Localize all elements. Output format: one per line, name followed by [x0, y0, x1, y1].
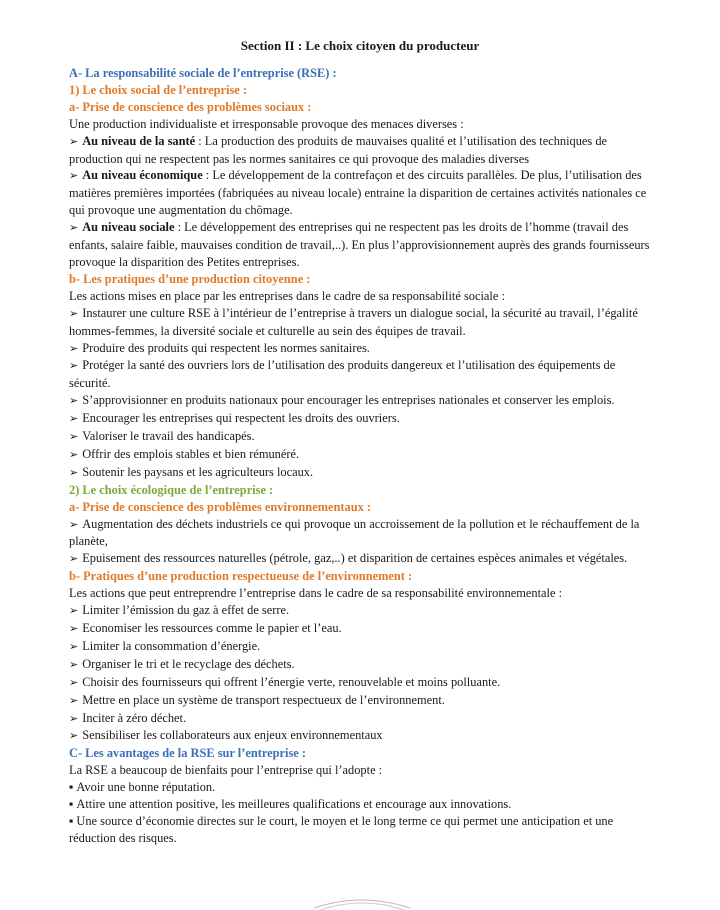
section-c-heading: C- Les avantages de la RSE sur l’entreprise :: [69, 746, 307, 761]
list-item: [69, 674, 651, 692]
subsection-2-heading: 2) Le choix écologique de l’entreprise :: [69, 482, 274, 497]
arrow-bullet-icon: ➢: [69, 518, 79, 531]
arrow-bullet-icon: ➢: [69, 448, 79, 461]
item-text: : Le développement des entreprises qui ne respectent pas les droits de l’homme (travail des enfants, salaire faible, mauvaises condition de travail,..). En plus l’approvisionnement auprès des grands fournisseurs provoque la disparition des Petites entreprises.: [69, 220, 650, 269]
item-text: Valoriser le travail des handicapés.: [82, 429, 255, 444]
item-text: Augmentation des déchets industriels ce qui provoque un accroissement de la pollution et le réchauffement de la planète,: [69, 516, 640, 549]
item-text: Organiser le tri et le recyclage des déchets.: [82, 656, 295, 671]
list-item: [69, 219, 651, 271]
subsection-2a-heading: a- Prise de conscience des problèmes environnementaux :: [69, 499, 372, 514]
list-item: [69, 446, 651, 464]
arrow-bullet-icon: ➢: [69, 730, 79, 743]
intro-paragraph: La RSE a beaucoup de bienfaits pour l’entreprise qui l’adopte :: [69, 763, 383, 778]
subsection-1-heading: 1) Le choix social de l’entreprise :: [69, 82, 248, 97]
intro-paragraph: Une production individualiste et irresponsable provoque des menaces diverses :: [69, 116, 464, 131]
arrow-bullet-icon: ➢: [69, 342, 79, 355]
list-item: [69, 340, 651, 358]
list-rse-advantages: [69, 779, 651, 847]
list-item: [69, 620, 651, 638]
intro-paragraph: Les actions que peut entreprendre l’entreprise dans le cadre de sa responsabilité environnementale :: [69, 586, 563, 601]
list-item: [69, 692, 651, 710]
item-text: Avoir une bonne réputation.: [76, 780, 216, 795]
page-title: Section II : Le choix citoyen du producteur: [240, 38, 480, 53]
list-item: [69, 656, 651, 674]
arrow-bullet-icon: ➢: [69, 307, 79, 320]
item-text: : Le développement de la contrefaçon et des circuits parallèles. De plus, l’utilisation des matières premières importées (fabriquées au niveau locale) entraine la disparition de certaines activités nationales ce qui provoque une augmentation du chômage.: [69, 168, 647, 218]
section-a-heading: A- La responsabilité sociale de l’entreprise (RSE) :: [69, 66, 337, 80]
item-text: Choisir des fournisseurs qui offrent l’énergie verte, renouvelable et moins polluante.: [82, 674, 501, 689]
list-citizen-practices: [69, 305, 651, 482]
item-text: : La production des produits de mauvaises qualité et l’utilisation des techniques de production qui ne respectent pas les normes sanitaires ce qui provoque des maladies diverses: [69, 133, 608, 166]
item-text: Limiter l’émission du gaz à effet de serre.: [82, 603, 290, 618]
list-item: [69, 305, 651, 340]
item-text: Instaurer une culture RSE à l’intérieur de l’entreprise à travers un dialogue social, la sécurité au travail, l’égalité hommes-femmes, la diversité sociale et culturelle au sein des équipes de travail.: [69, 305, 638, 338]
list-item: [69, 392, 651, 410]
arrow-bullet-icon: ➢: [69, 360, 79, 373]
item-text: Une source d’économie directes sur le court, le moyen et le long terme ce qui permet une anticipation et une réduction des risques.: [69, 813, 614, 845]
document-body: [69, 65, 651, 847]
list-item: [69, 638, 651, 656]
item-text: Offrir des emplois stables et bien rémunéré.: [82, 446, 300, 461]
arrow-bullet-icon: ➢: [69, 170, 79, 183]
subsection-1a-heading: a- Prise de conscience des problèmes sociaux :: [69, 99, 312, 114]
arrow-bullet-icon: ➢: [69, 676, 79, 689]
subsection-2b-heading: b- Pratiques d’une production respectueuse de l’environnement :: [69, 569, 413, 584]
arrow-bullet-icon: ➢: [69, 623, 79, 635]
list-environment-practices: [69, 602, 651, 745]
list-item: [69, 813, 651, 847]
arrow-bullet-icon: ➢: [69, 431, 79, 444]
list-item: [69, 710, 651, 728]
item-text: S’approvisionner en produits nationaux pour encourager les entreprises nationales et conserver les emplois.: [82, 393, 615, 408]
arrow-bullet-icon: ➢: [69, 395, 79, 408]
list-social-problems: [69, 133, 651, 271]
square-bullet-icon: ▪: [69, 797, 74, 812]
square-bullet-icon: ▪: [69, 813, 74, 828]
intro-paragraph: Les actions mises en place par les entreprises dans le cadre de sa responsabilité sociale :: [69, 288, 505, 303]
list-item: [69, 779, 651, 796]
item-text: Produire des produits qui respectent les normes sanitaires.: [82, 340, 370, 355]
item-text: Epuisement des ressources naturelles (pétrole, gaz,..) et disparition de certaines espèces animales et végétales.: [82, 551, 628, 566]
item-text: Protéger la santé des ouvriers lors de l’utilisation des produits dangereux et l’utilisation des équipements de sécurité.: [69, 358, 616, 391]
arrow-bullet-icon: ➢: [69, 135, 79, 148]
list-item: [69, 133, 651, 168]
page-edge-decoration: [312, 890, 412, 910]
list-item: [69, 516, 651, 551]
list-environment-problems: [69, 516, 651, 569]
arrow-bullet-icon: ➢: [69, 466, 79, 479]
list-item: [69, 796, 651, 813]
item-text: Economiser les ressources comme le papier et l’eau.: [82, 621, 342, 635]
item-text: Inciter à zéro déchet.: [82, 710, 187, 725]
arrow-bullet-icon: ➢: [69, 658, 79, 671]
item-text: Attire une attention positive, les meilleures qualifications et encourage aux innovations.: [76, 797, 512, 812]
arrow-bullet-icon: ➢: [69, 712, 79, 725]
item-text: Mettre en place un système de transport respectueux de l’environnement.: [82, 692, 445, 707]
arrow-bullet-icon: ➢: [69, 694, 79, 707]
list-item: [69, 428, 651, 446]
item-label: Au niveau de la santé: [82, 133, 196, 148]
item-label: Au niveau économique: [82, 168, 203, 183]
item-text: Sensibiliser les collaborateurs aux enjeux environnementaux: [82, 728, 383, 743]
arrow-bullet-icon: ➢: [69, 222, 79, 235]
item-text: Encourager les entreprises qui respectent les droits des ouvriers.: [82, 411, 400, 426]
list-item: [69, 357, 651, 392]
item-label: Au niveau sociale: [82, 220, 175, 235]
list-item: [69, 602, 651, 620]
square-bullet-icon: ▪: [69, 780, 74, 795]
item-text: Limiter la consommation d’énergie.: [82, 638, 261, 653]
list-item: [69, 410, 651, 428]
arrow-bullet-icon: ➢: [69, 553, 79, 566]
arrow-bullet-icon: ➢: [69, 605, 79, 618]
item-text: Soutenir les paysans et les agriculteurs locaux.: [82, 464, 314, 479]
arrow-bullet-icon: ➢: [69, 640, 79, 653]
subsection-1b-heading: b- Les pratiques d’une production citoyenne :: [69, 271, 311, 286]
list-item: [69, 727, 651, 745]
arrow-bullet-icon: ➢: [69, 413, 79, 426]
list-item: [69, 550, 651, 568]
list-item: [69, 167, 651, 219]
list-item: [69, 464, 651, 482]
